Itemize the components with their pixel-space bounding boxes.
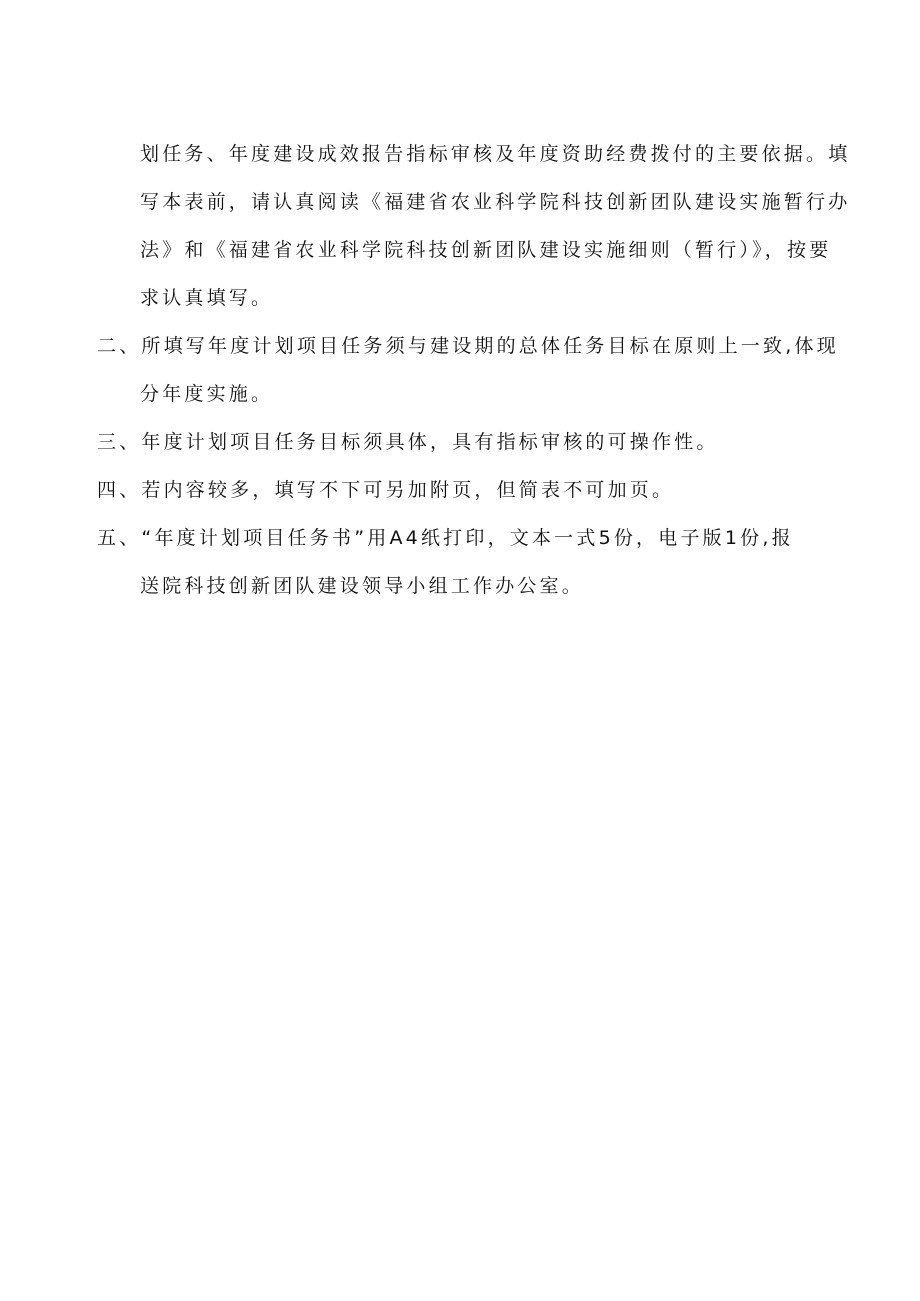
- instruction-2-line-2: 分年度实施。: [140, 383, 274, 405]
- instruction-1-line-3: 法》和《福建省农业科学院科技创新团队建设实施细则（暂行）》，按要: [140, 239, 832, 261]
- instruction-1-line-4: 求认真填写。: [140, 287, 274, 309]
- instruction-1-line-1: 划任务、年度建设成效报告指标审核及年度资助经费拨付的主要依据。填: [140, 143, 851, 165]
- instruction-3-line-1: 三、年度计划项目任务目标须具体，具有指标审核的可操作性。: [97, 431, 719, 453]
- instruction-2-line-1: 二、所填写年度计划项目任务须与建设期的总体任务目标在原则上一致,体现: [97, 335, 839, 357]
- instruction-5-line-2: 送院科技创新团队建设领导小组工作办公室。: [140, 575, 585, 597]
- instruction-1-line-2: 写本表前，请认真阅读《福建省农业科学院科技创新团队建设实施暂行办: [140, 191, 851, 213]
- instruction-5-line-1: 五、“年度计划项目任务书”用A4纸打印，文本一式5份，电子版1份,报: [97, 527, 794, 549]
- instruction-4-line-1: 四、若内容较多，填写不下可另加附页，但简表不可加页。: [97, 479, 675, 501]
